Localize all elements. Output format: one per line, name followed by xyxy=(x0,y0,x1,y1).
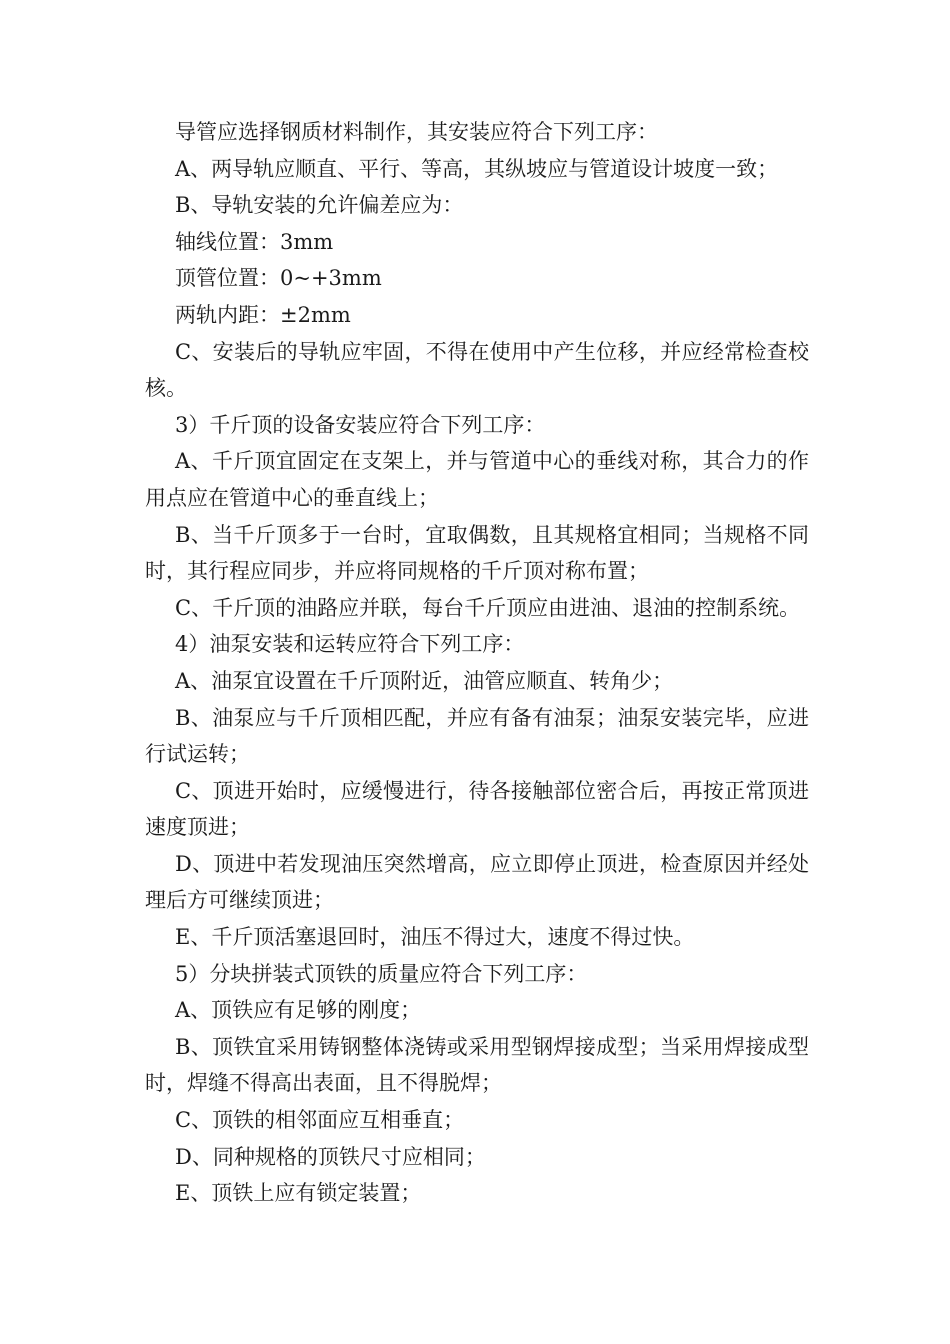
paragraph-block-size: D、同种规格的顶铁尺寸应相同； xyxy=(175,1144,486,1169)
paragraph-piston-retract: E、千斤顶活塞退回时，油压不得过大，速度不得过快。 xyxy=(175,925,695,950)
paragraph-axis-position: 轴线位置：3mm xyxy=(175,229,334,254)
paragraph-jack-oil-circuit: C、千斤顶的油路应并联，每台千斤顶应由进油、退油的控制系统。 xyxy=(175,595,801,620)
paragraph-pump-location: A、油泵宜设置在千斤顶附近，油管应顺直、转角少； xyxy=(175,668,674,693)
paragraph-block-heading: 5）分块拼装式顶铁的质量应符合下列工序： xyxy=(175,961,588,986)
paragraph-rail-spacing: 两轨内距：±2mm xyxy=(175,302,351,327)
paragraph-pipe-position: 顶管位置：0~+3mm xyxy=(175,266,382,291)
paragraph-block-faces: C、顶铁的相邻面应互相垂直； xyxy=(175,1108,465,1133)
paragraph-block-stiffness: A、顶铁应有足够的刚度； xyxy=(175,998,422,1023)
paragraph-pressure-rise: D、顶进中若发现油压突然增高，应立即停止顶进，检查原因并经处理后方可继续顶进； xyxy=(145,851,809,913)
paragraph-block-locking: E、顶铁上应有锁定装置； xyxy=(175,1181,422,1206)
paragraph-jack-mounting: A、千斤顶宜固定在支架上，并与管道中心的垂线对称，其合力的作用点应在管道中心的垂直线上； xyxy=(145,449,809,510)
paragraph-block-casting: B、顶铁宜采用铸钢整体浇铸或采用型钢焊接成型；当采用焊接成型时，焊缝不得高出表面，且不得脱焊； xyxy=(145,1034,809,1096)
paragraph-jacking-start: C、顶进开始时，应缓慢进行，待各接触部位密合后，再按正常顶进速度顶进； xyxy=(145,778,809,840)
paragraph-pump-matching: B、油泵应与千斤顶相匹配，并应有备有油泵；油泵安装完毕，应进行试运转； xyxy=(145,705,809,767)
paragraph-jack-heading: 3）千斤顶的设备安装应符合下列工序： xyxy=(175,412,546,437)
paragraph-conduit-intro: 导管应选择钢质材料制作，其安装应符合下列工序： xyxy=(175,120,658,144)
paragraph-pump-heading: 4）油泵安装和运转应符合下列工序： xyxy=(175,632,525,657)
paragraph-rail-alignment: A、两导轨应顺直、平行、等高，其纵坡应与管道设计坡度一致； xyxy=(175,156,779,181)
paragraph-jack-count: B、当千斤顶多于一台时，宜取偶数，且其规格宜相同；当规格不同时，其行程应同步，并应将同规格的千斤顶对称布置； xyxy=(145,522,809,584)
paragraph-rail-tolerance-intro: B、导轨安装的允许偏差应为： xyxy=(175,193,464,218)
document-body xyxy=(145,114,809,1212)
paragraph-rail-fixing: C、安装后的导轨应牢固，不得在使用中产生位移，并应经常检查校核。 xyxy=(145,339,809,401)
